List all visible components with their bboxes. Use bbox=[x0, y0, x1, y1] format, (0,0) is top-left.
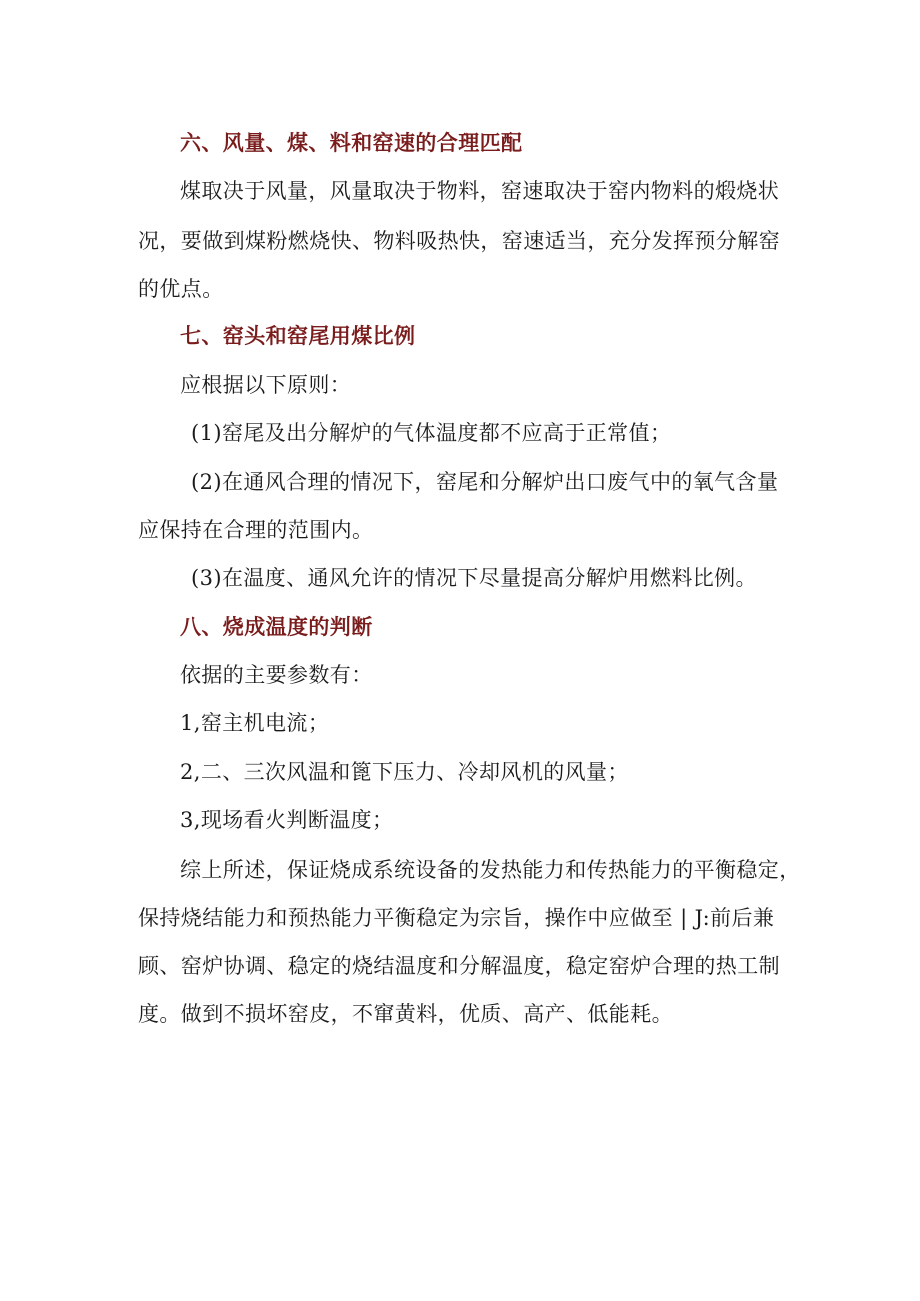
intro-line: 依据的主要参数有： bbox=[180, 663, 373, 687]
summary-line: 综上所述，保证烧成系统设备的发热能力和传热能力的平衡稳定， bbox=[180, 858, 801, 882]
summary-line: 顾、窑炉协调、稳定的烧结温度和分解温度，稳定窑炉合理的热工制 bbox=[138, 954, 780, 978]
list-item: (2)在通风合理的情况下，窑尾和分解炉出口废气中的氧气含量 bbox=[191, 470, 779, 494]
summary-line: 度。做到不损坏窑皮，不窜黄料，优质、高产、低能耗。 bbox=[138, 1002, 673, 1026]
summary-line: 保持烧结能力和预热能力平衡稳定为宗旨，操作中应做至 | J:前后兼 bbox=[138, 906, 775, 930]
intro-line: 应根据以下原则： bbox=[180, 373, 352, 397]
list-item: 3,现场看火判断温度； bbox=[180, 808, 394, 832]
list-item: 1,窑主机电流； bbox=[180, 711, 330, 735]
section-heading-7: 七、窑头和窑尾用煤比例 bbox=[180, 324, 416, 348]
paragraph-line: 况，要做到煤粉燃烧快、物料吸热快，窑速适当，充分发挥预分解窑 bbox=[138, 229, 780, 253]
paragraph-line: 的优点。 bbox=[138, 277, 224, 301]
list-item-continuation: 应保持在合理的范围内。 bbox=[138, 518, 374, 542]
paragraph-line: 煤取决于风量，风量取决于物料，窑速取决于窑内物料的煅烧状 bbox=[180, 179, 780, 203]
list-item: (1)窑尾及出分解炉的气体温度都不应高于正常值； bbox=[191, 421, 672, 445]
list-item: (3)在温度、通风允许的情况下尽量提高分解炉用燃料比例。 bbox=[191, 566, 757, 590]
list-item: 2,二、三次风温和篦下压力、冷却风机的风量； bbox=[180, 760, 629, 784]
section-heading-8: 八、烧成温度的判断 bbox=[180, 615, 373, 639]
section-heading-6: 六、风量、煤、料和窑速的合理匹配 bbox=[180, 131, 523, 155]
